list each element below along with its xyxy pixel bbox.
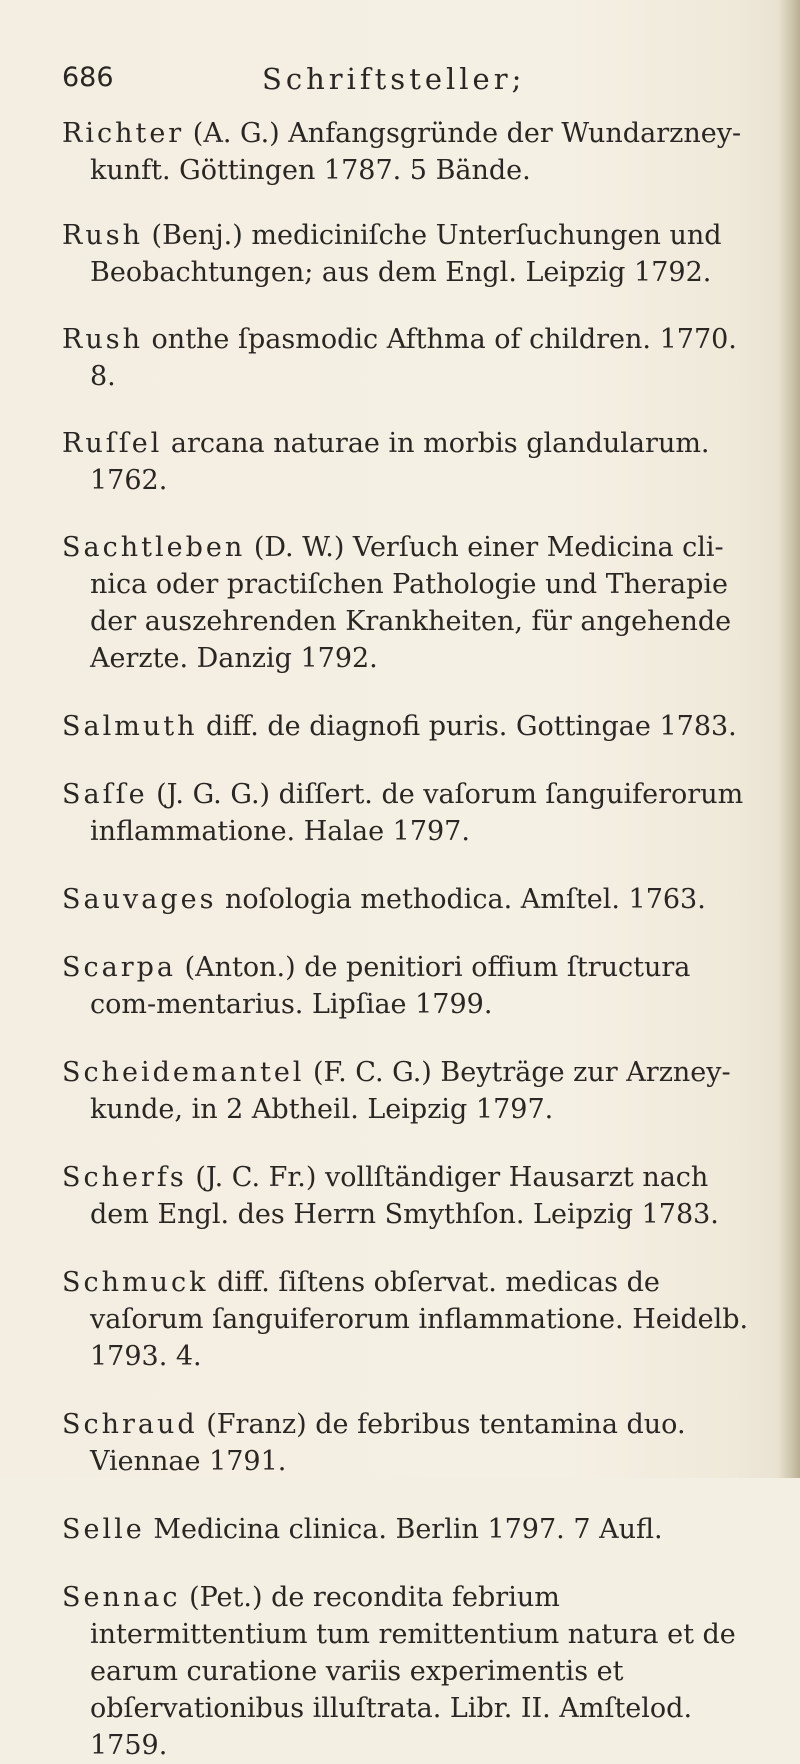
bibliography-entry xyxy=(62,881,762,918)
bibliography-entry xyxy=(62,776,762,850)
bibliography-entry xyxy=(62,1264,762,1375)
entry-text: (A. G.) Anfangsgründe der Wundarzney-kunft. Göttingen 1787. 5 Bände. xyxy=(90,118,742,186)
bibliography-entry xyxy=(62,1579,762,1764)
entry-text: (Benj.) mediciniſche Unterſuchungen und Beobachtungen; aus dem Engl. Leipzig 1792. xyxy=(90,220,722,288)
entry-author: Schmuck xyxy=(62,1267,209,1298)
entry-text: (J. G. G.) diſſert. de vaſorum ſanguiferorum inflammatione. Halae 1797. xyxy=(90,779,744,847)
running-head: Schriftsteller; xyxy=(262,62,526,96)
bibliography-entry xyxy=(62,1159,762,1233)
entry-text: (Anton.) de penitiori offium ſtructura com-mentarius. Lipſiae 1799. xyxy=(90,952,691,1020)
entry-author: Sachtleben xyxy=(62,532,246,563)
entry-author: Scarpa xyxy=(62,952,177,983)
entry-text: diff. ſiſtens obſervat. medicas de vaſorum ſanguiferorum inflammatione. Heidelb. 1793. 4. xyxy=(90,1267,749,1372)
entry-text: (J. C. Fr.) vollſtändiger Hausarzt nach dem Engl. des Herrn Smythſon. Leipzig 1783. xyxy=(90,1162,719,1230)
bibliography-entry xyxy=(62,529,762,677)
page-edge xyxy=(778,0,800,1478)
entry-author: Rush xyxy=(62,220,143,251)
bibliography-entry xyxy=(62,1511,762,1548)
entry-text: (F. C. G.) Beyträge zur Arzney-kunde, in 2 Abtheil. Leipzig 1797. xyxy=(90,1057,731,1125)
bibliography-entry xyxy=(62,1054,762,1128)
entry-author: Sennac xyxy=(62,1582,181,1613)
bibliography-entry xyxy=(62,425,762,499)
entry-text: onthe ſpasmodic Afthma of children. 1770. 8. xyxy=(90,324,737,392)
entry-author: Selle xyxy=(62,1514,145,1545)
entry-text: noſologia methodica. Amſtel. 1763. xyxy=(216,884,706,915)
entry-author: Rush xyxy=(62,324,143,355)
bibliography-entry xyxy=(62,1406,762,1480)
entry-author: Schraud xyxy=(62,1409,198,1440)
bibliography-list xyxy=(62,115,762,1764)
entry-text: (Pet.) de recondita febrium intermittentium tum remittentium natura et de earum curatione variis experimentis et obſervationibus illuſtrata. Libr. II. Amſtelod. 1759. xyxy=(90,1582,736,1761)
entry-author: Richter xyxy=(62,118,185,149)
entry-author: Sauvages xyxy=(62,884,217,915)
page-header xyxy=(62,62,762,102)
entry-author: Ruſſel xyxy=(62,428,163,459)
entry-text: (D. W.) Verſuch einer Medicina cli-nica oder practiſchen Pathologie und Therapie der auszehrenden Krankheiten, für angehende Aerzte. Danzig 1792. xyxy=(90,532,732,674)
entry-text: diff. de diagnofi puris. Gottingae 1783. xyxy=(197,711,737,742)
entry-author: Scherfs xyxy=(62,1162,187,1193)
entry-text: arcana naturae in morbis glandularum. 1762. xyxy=(90,428,710,496)
entry-text: (Franz) de febribus tentamina duo. Viennae 1791. xyxy=(90,1409,686,1477)
bibliography-entry xyxy=(62,708,762,745)
entry-author: Saſſe xyxy=(62,779,148,810)
bibliography-entry xyxy=(62,321,762,395)
entry-text: Medicina clinica. Berlin 1797. 7 Aufl. xyxy=(144,1514,663,1545)
entry-author: Scheidemantel xyxy=(62,1057,305,1088)
bibliography-entry xyxy=(62,217,762,291)
page-number: 686 xyxy=(62,62,114,93)
entry-author: Salmuth xyxy=(62,711,198,742)
bibliography-entry xyxy=(62,115,762,189)
bibliography-entry xyxy=(62,949,762,1023)
